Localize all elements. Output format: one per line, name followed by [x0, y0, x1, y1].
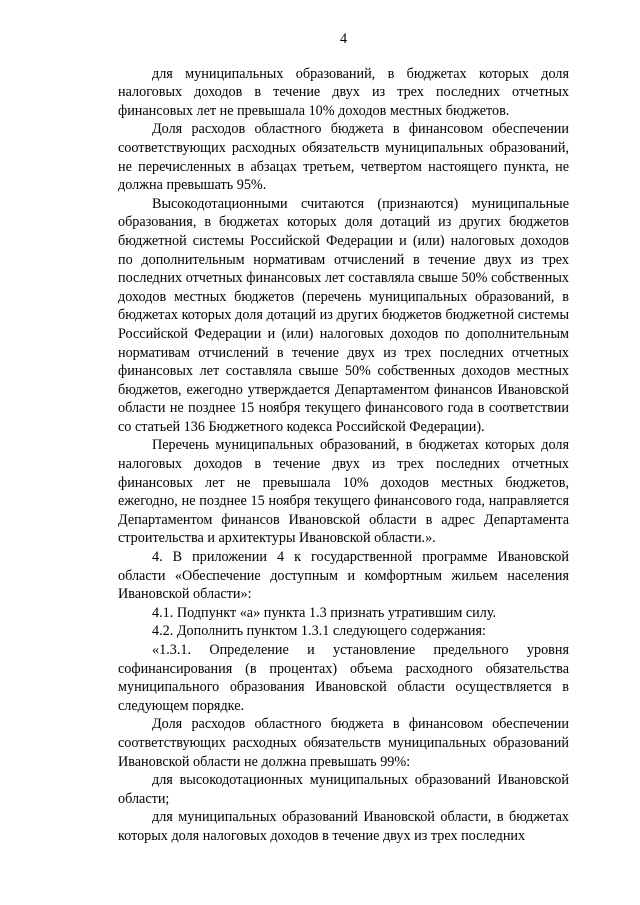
- page-number: 4: [339, 31, 348, 47]
- paragraph-2: Доля расходов областного бюджета в финансовом обеспечении соответствующих расходных обязательств муниципальных образований, не перечисленных в абзацах третьем, четвертом настоящего пункта, не должна превышать 95%.: [118, 121, 569, 194]
- paragraph-1: для муниципальных образований, в бюджетах которых доля налоговых доходов в течение двух из трех последних отчетных финансовых лет не превышала 10% доходов местных бюджетов.: [118, 65, 569, 119]
- paragraph-3: Высокодотационными считаются (признаются) муниципальные образования, в бюджетах которых доля дотаций из других бюджетов бюджетной системы Российской Федерации и (или) налоговых доходов по дополнительным нормативам отчислений в течение двух из трех последних отчетных финансовых лет составляла свыше 50% собственных доходов местных бюджетов (перечень муниципальных образований, в бюджетах которых доля дотаций из других бюджетов бюджетной системы Российской Федерации и (или) налоговых доходов по дополнительным нормативам отчислений в течение двух из трех последних отчетных финансовых лет составляла свыше 50% собственных доходов местных бюджетов, ежегодно утверждается Департаментом финансов Ивановской области не позднее 15 ноября текущего финансового года в соответствии со статьей 136 Бюджетного кодекса Российской Федерации).: [118, 195, 569, 435]
- paragraph-10: для высокодотационных муниципальных образований Ивановской области;: [118, 772, 569, 807]
- paragraph-7: 4.2. Дополнить пунктом 1.3.1 следующего содержания:: [152, 623, 486, 640]
- paragraph-9: Доля расходов областного бюджета в финансовом обеспечении соответствующих расходных обязательств муниципальных образований Ивановской области не должна превышать 99%:: [118, 716, 569, 770]
- paragraph-6: 4.1. Подпункт «а» пункта 1.3 признать утратившим силу.: [152, 604, 497, 621]
- paragraph-11: для муниципальных образований Ивановской области, в бюджетах которых доля налоговых доходов в течение двух из трех последних: [118, 809, 569, 844]
- paragraph-5: 4. В приложении 4 к государственной программе Ивановской области «Обеспечение доступным и комфортным жильем населения Ивановской области»:: [118, 549, 569, 603]
- paragraph-8: «1.3.1. Определение и установление предельного уровня софинансирования (в процентах) объема расходного обязательства муниципального образования Ивановской области осуществляется в следующем порядке.: [118, 642, 569, 714]
- paragraph-4: Перечень муниципальных образований, в бюджетах которых доля налоговых доходов в течение двух из трех последних отчетных финансовых лет не превышала 10% доходов местных бюджетов, ежегодно, не позднее 15 ноября текущего финансового года, направляется Департаментом финансов Ивановской области в адрес Департамента строительства и архитектуры Ивановской области.».: [118, 437, 569, 547]
